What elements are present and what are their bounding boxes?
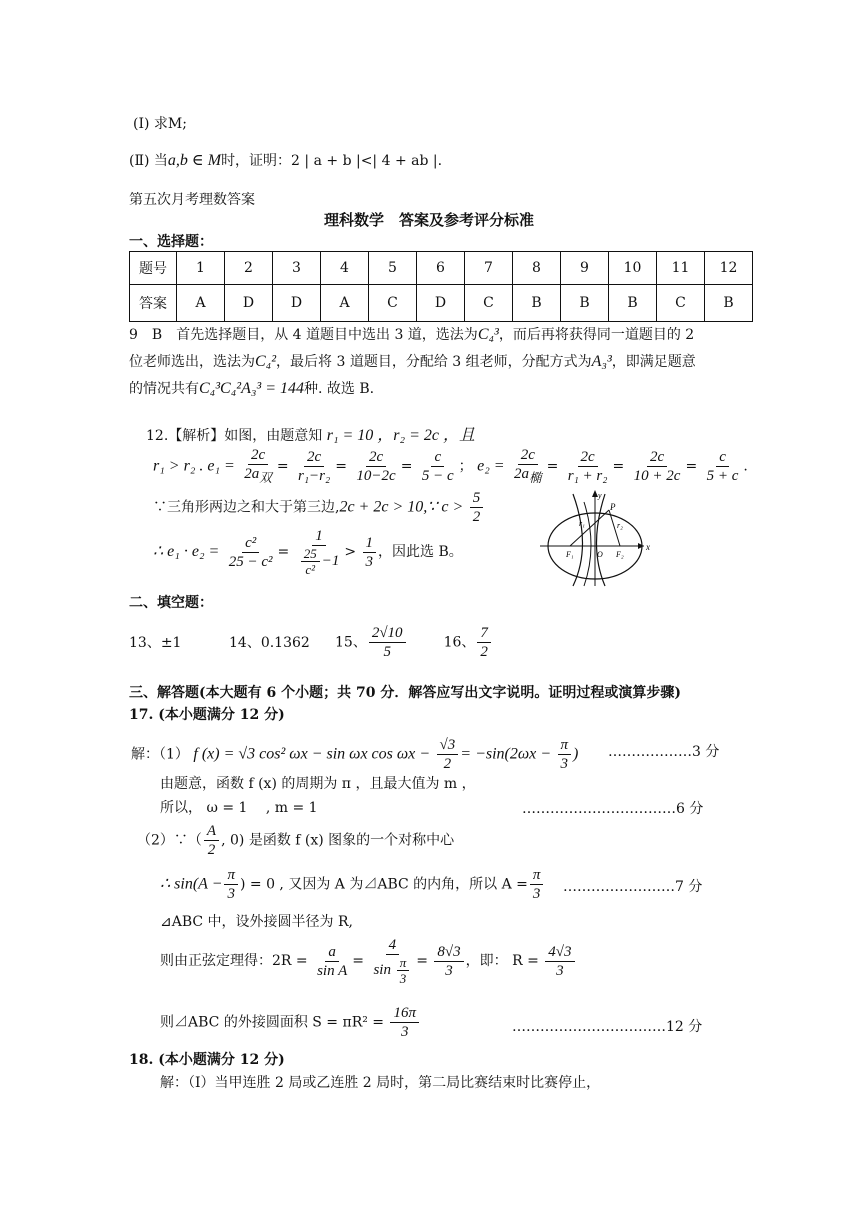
q17-text: 则⊿ABC 的外接圆面积 S = πR² = (160, 1014, 385, 1031)
main-title: 理科数学 答案及参考评分标准 (324, 211, 535, 229)
fraction: $\frac{2c}{2a_双}$ (244, 447, 272, 485)
q17-text: ) = 0 , 又因为 A 为⊿ABC 的内角，所以 A = (239, 876, 528, 893)
label-f2: F₂ (616, 550, 624, 559)
q17-p3 (160, 866, 545, 903)
table-cell: C (465, 285, 513, 322)
q17-text: 解：（1） (131, 746, 189, 763)
fraction: $\frac{1}{3}$ (363, 534, 377, 571)
fraction: $\frac{2√10}{5}$ (369, 624, 406, 661)
table-cell: B (705, 285, 753, 322)
fraction: $\frac{\pi}{3}$ (224, 866, 238, 903)
table-cell: B (609, 285, 657, 322)
q9-text: 位老师选出，选法为 (129, 354, 255, 370)
fraction: $\frac{2c}{\text{r₁ + r₂}}$ (567, 449, 608, 484)
table-cell: D (273, 285, 321, 322)
ellipse-hyperbola-figure (540, 488, 660, 588)
q12-math: ∴ e₁ · e₂ = (153, 543, 220, 560)
q17-p5: 则由正弦定理得：2R = $\frac{a}{\text{sin A}}$ = 4 sin $\frac{\pi}{3}$ = $\frac{8√3}{3}$ ，即： R = $\frac{4√3}{3}$ (160, 936, 577, 986)
table-cell: 12 (705, 252, 753, 285)
table-cell: C (369, 285, 417, 322)
answer-title: 第五次月考理数答案 (129, 192, 255, 208)
q2-prefix: (Ⅱ) 当 (129, 153, 168, 169)
table-cell: 3 (273, 252, 321, 285)
q9-text: 9 B 首先选择题目，从 4 道题目中选出 3 道，选法为 (129, 327, 478, 343)
table-cell: D (417, 285, 465, 322)
q2-math: a,b ∈ M (167, 152, 222, 169)
section-choice: 一、选择题： (129, 234, 213, 250)
q12-math: r₁ = 10 ，r₂ = 2c ，且 (326, 427, 475, 444)
fill-16: 16、 (443, 634, 476, 651)
q17-p4: ⊿ABC 中，设外接圆半径为 R, (160, 914, 353, 930)
fill-answers (129, 624, 493, 661)
q12-text: 12.【解析】如图，由题意知 (146, 428, 323, 444)
table-cell: 7 (465, 252, 513, 285)
label-p: P (610, 502, 616, 512)
q9-line3 (129, 378, 374, 398)
table-cell: C (657, 285, 705, 322)
q17-math: ∴ sin(A − (160, 875, 223, 893)
table-cell: 8 (513, 252, 561, 285)
q2-text (129, 150, 442, 170)
fraction: $\frac{a}{\text{sin A}}$ (317, 943, 348, 979)
q9-line2 (129, 351, 696, 371)
table-cell: A (321, 285, 369, 322)
fraction: $\frac{\text{c²}}{\text{25 − c²}}$ (228, 534, 273, 570)
table-row-answers (130, 285, 753, 322)
q17-s2: 由题意，函数 f (x) 的周期为 π ，且最大值为 m ， (160, 776, 476, 792)
q17-head: 17. (本小题满分 12 分) (129, 707, 285, 723)
q12-text: ∵三角形两边之和大于第三边, (153, 499, 340, 516)
q17-text: 则由正弦定理得：2R = (160, 953, 308, 969)
q1-text: (Ⅰ) 求M; (133, 116, 187, 132)
answer-table (129, 251, 753, 322)
fraction: $\frac{5}{2}$ (470, 489, 484, 526)
label-o: O (597, 550, 603, 559)
fill-13: 13、±1 (129, 634, 182, 651)
table-cell: 2 (225, 252, 273, 285)
q9-line1 (129, 324, 694, 344)
label-y: y (598, 491, 602, 500)
fraction: $\frac{2c}{10 + 2c}$ (633, 449, 681, 484)
q9-math: C₄³ (477, 326, 499, 343)
fraction: $\frac{c}{5 - c}$ (421, 449, 454, 484)
q17-text: , 0) 是函数 f (x) 图象的一个对称中心 (221, 832, 455, 849)
fraction: $\frac{\pi}{3}$ (530, 866, 544, 903)
fraction: $\frac{\pi}{3}$ (558, 736, 572, 773)
section-solve: 三、解答题(本大题有 6 个小题；共 70 分．解答应写出文字说明。证明过程或演算步骤) (129, 685, 681, 701)
q9-math: C₄³C₄²A₃³ = 144 (199, 380, 304, 397)
q12-line4: ∴ e₁ · e₂ = $\frac{\text{c²}}{\text{25 − c²}}$ = 1 $\frac{25}{\text{c²}}$ −1 > $\frac{1}{3}$ ，因此选 B。 (153, 528, 463, 577)
q17-p6 (160, 1004, 421, 1041)
q9-text: ，而后再将获得同一道题目的 2 (498, 327, 695, 343)
q17-score-7: ……………………7 分 (563, 879, 703, 895)
q9-text: 种. 故选 B. (304, 381, 375, 397)
fraction: 4 sin $\frac{\pi}{3}$ (370, 936, 414, 986)
q17-score-6: ……………………………6 分 (522, 801, 704, 817)
table-cell: B (561, 285, 609, 322)
table-cell: 9 (561, 252, 609, 285)
q9-text: 的情况共有 (129, 381, 199, 397)
fraction: $\frac{2c}{2a_椭}$ (514, 447, 542, 485)
fraction: $\frac{7}{2}$ (477, 624, 491, 661)
fraction: $\frac{c}{5 + c}$ (706, 449, 739, 484)
q17-math: = −sin(2ωx − (460, 745, 552, 763)
label-f1: F₁ (566, 550, 574, 559)
q2-suffix: 时，证明：2 | a + b |<| 4 + ab |. (221, 153, 443, 169)
fraction: 1 $\frac{25}{\text{c²}}$ −1 (296, 527, 343, 577)
q12-math: 2c + 2c > 10,∵ c > (339, 498, 464, 516)
q17-math: f (x) = √3 cos² ωx − sin ωx cos ωx − (193, 745, 431, 763)
q17-score-12: ……………………………12 分 (512, 1019, 703, 1035)
table-cell: B (513, 285, 561, 322)
table-cell: 11 (657, 252, 705, 285)
fraction: $\frac{16\pi}{3}$ (390, 1004, 419, 1041)
fill-14: 14、0.1362 (229, 634, 310, 651)
fraction: $\frac{4√3}{3}$ (545, 943, 574, 980)
q18-line1: 解：（Ⅰ）当甲连胜 2 局或乙连胜 2 局时，第二局比赛结束时比赛停止， (160, 1075, 601, 1091)
fraction: $\frac{A}{2}$ (204, 822, 219, 859)
q9-math: C₄² (255, 353, 277, 370)
table-label-num: 题号 (130, 252, 177, 285)
q12-line1 (146, 422, 475, 445)
q9-text: ，即满足题意 (611, 354, 696, 370)
fraction: $\frac{2c}{\text{r₁−r₂}}$ (298, 449, 331, 484)
table-cell: 10 (609, 252, 657, 285)
q9-text: ，最后将 3 道题目，分配给 3 组老师，分配方式为 (276, 354, 592, 370)
table-cell: A (177, 285, 225, 322)
label-x: x (646, 542, 650, 552)
section-fill: 二、填空题： (129, 595, 213, 611)
q17-text: （2）∵（ (137, 832, 202, 849)
fraction: $\frac{8√3}{3}$ (434, 943, 463, 980)
label-r2: r₂ (617, 521, 623, 530)
fraction: $\frac{√3}{2}$ (437, 736, 459, 773)
q12-line3 (153, 489, 485, 526)
label-r1: r₁ (579, 519, 585, 528)
q17-s1: 解：（1） f (x) = √3 cos² ωx − sin ωx cos ωx − $\frac{√3}{2}$ = −sin(2ωx − $\frac{\pi}{3}$ ) (131, 737, 579, 772)
q12-math: r₁ > r₂ . e₁ = (153, 457, 235, 475)
table-cell: D (225, 285, 273, 322)
table-cell: 1 (177, 252, 225, 285)
q17-score-3: ………………3 分 (608, 744, 720, 760)
table-cell: 4 (321, 252, 369, 285)
fraction: $\frac{2c}{10-2c}$ (356, 449, 396, 484)
table-cell: 6 (417, 252, 465, 285)
q18-head: 18. (本小题满分 12 分) (129, 1052, 285, 1068)
q17-p2 (137, 822, 454, 859)
q17-text: ，即： R = (465, 953, 539, 969)
q17-s3: 所以， ω = 1 , m = 1 (160, 800, 318, 816)
table-label-ans: 答案 (130, 285, 177, 322)
q9-math: A₃³ (591, 353, 612, 370)
q12-text: ，因此选 B。 (378, 544, 463, 560)
fill-15: 15、 (335, 634, 367, 651)
table-cell: 5 (369, 252, 417, 285)
table-row-nums (130, 252, 753, 285)
q12-line2: r₁ > r₂ . e₁ = $\frac{2c}{2a_双}$ = $\frac{2c}{\text{r₁−r₂}}$ = $\frac{2c}{10-2c}$ = $\frac{c}{5 - c}$ ； e₂ = $\frac{2c}{2a_椭}$ = $\frac{2c}{\text{r₁ + r₂}}$ = $\frac{2c}{10 + 2c}$ = $\frac{c}{5 + c}$ . (153, 447, 748, 485)
